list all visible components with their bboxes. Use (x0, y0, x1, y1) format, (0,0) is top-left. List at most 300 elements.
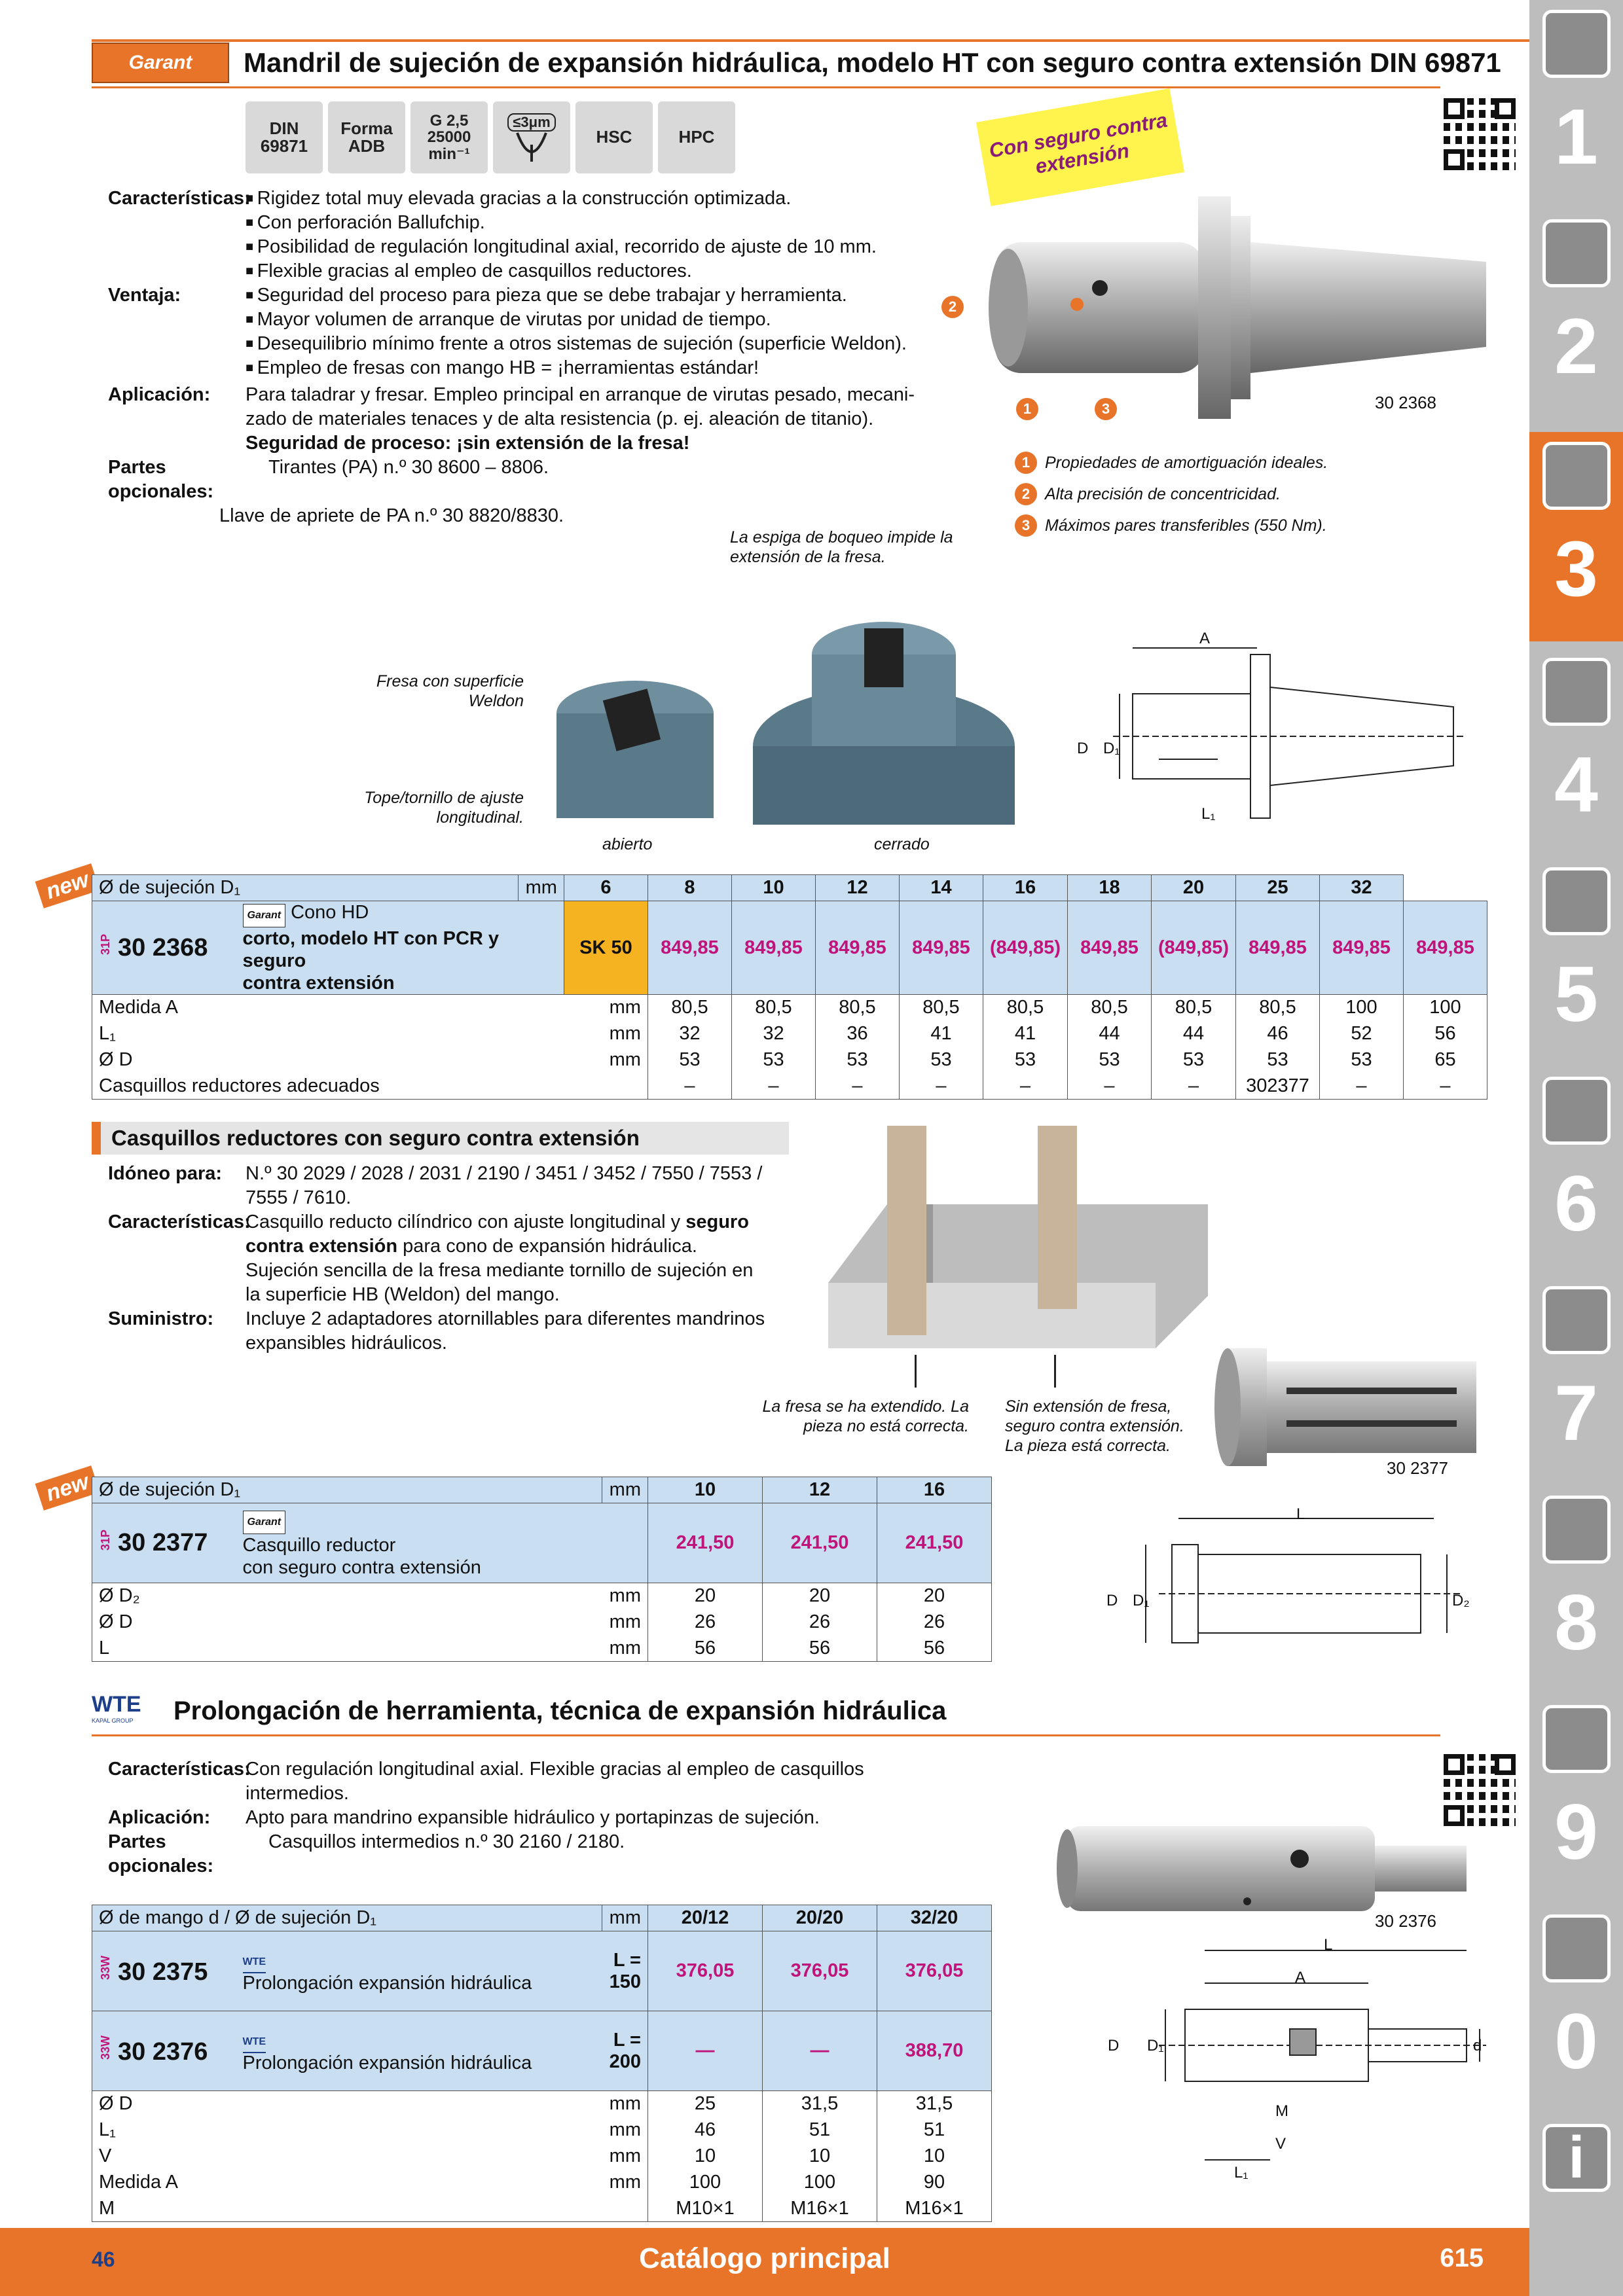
technical-drawing-2 (1106, 1505, 1486, 1676)
size-col: 32/20 (877, 1905, 992, 1931)
partes-line: Casquillos intermedios n.º 30 2160 / 2180. (268, 1831, 625, 1852)
carac-text: para cono de expansión hidráulica. (397, 1236, 697, 1257)
row-label: Ø D₂ (92, 1583, 602, 1609)
badge-balance: G 2,5 25000 min⁻¹ (410, 101, 488, 173)
cell: 80,5 (815, 995, 899, 1021)
cell: – (899, 1073, 983, 1100)
callout-text: Alta precisión de concentricidad. (1045, 484, 1281, 503)
info-icon (1542, 2124, 1611, 2192)
size-col: 20/12 (648, 1905, 763, 1931)
label-aplicacion: Aplicación: (108, 384, 211, 405)
row-unit: mm (602, 2091, 648, 2117)
vcode: 31P (99, 1529, 112, 1551)
article-row (92, 1931, 992, 2011)
garant-mini-logo: Garant (243, 1511, 286, 1534)
size-col: 20/20 (763, 1905, 877, 1931)
ventaja-item: ■ Desequilibrio mínimo frente a otros sistemas de sujeción (superficie Weldon). (246, 332, 959, 356)
dim-label-d2: D₂ (1452, 1592, 1470, 1609)
desc-line: Casquillo reductor (242, 1534, 396, 1556)
size-col: 25 (1236, 875, 1320, 901)
sidebar-tab-2[interactable] (1529, 209, 1623, 419)
technical-drawing-1 (1074, 628, 1480, 851)
callout-1 (1015, 452, 1328, 474)
article-number: 30 2368 (118, 933, 208, 961)
wte-logo-text: WTE (92, 1692, 141, 1717)
price: — (648, 2011, 763, 2091)
sidebar-tab-0[interactable] (1529, 1905, 1623, 2114)
cell: – (731, 1073, 815, 1100)
row-unit: mm (602, 2170, 648, 2196)
size-col: 16 (877, 1477, 992, 1503)
row-label: Ø D (92, 1609, 602, 1636)
callout-number: 2 (941, 296, 964, 318)
cell: M10×1 (648, 2196, 763, 2222)
label-suministro: Suministro: (108, 1308, 214, 1329)
desc-line: con seguro contra extensión (242, 1556, 481, 1578)
cell: 20 (763, 1583, 877, 1609)
article-row (92, 1503, 992, 1583)
aplicacion-bold: Seguridad de proceso: ¡sin extensión de la fresa! (246, 433, 690, 454)
cell: 25 (648, 2091, 763, 2117)
badge-hpc: HPC (658, 101, 735, 173)
insert-icon (1542, 219, 1611, 287)
safety-glasses-icon (1542, 1914, 1611, 1982)
row-label: L₁ (92, 2117, 602, 2144)
row-unit (602, 2196, 648, 2222)
size-col: 12 (815, 875, 899, 901)
section2-title: Casquillos reductores con seguro contra extensión (92, 1122, 789, 1155)
toolbox-icon (1542, 1496, 1611, 1564)
sidebar-tab-5[interactable] (1529, 857, 1623, 1067)
cell: – (647, 1073, 731, 1100)
header-label: Ø de mango d / Ø de sujeción D₁ (92, 1905, 602, 1931)
callout-text: Máximos pares transferibles (550 Nm). (1045, 516, 1327, 535)
cell: 46 (1236, 1021, 1320, 1047)
caption-fresa-weldon: Fresa con superficie Weldon (376, 672, 524, 710)
row-unit: mm (602, 2144, 648, 2170)
figure-number: 30 2368 (1375, 393, 1436, 412)
table-header-row (92, 1905, 992, 1931)
header-unit: mm (518, 875, 564, 901)
spec-badges (246, 101, 735, 173)
cell: 46 (648, 2117, 763, 2144)
desc-line: Prolongación expansión hidráulica (242, 2053, 532, 2073)
price: 388,70 (877, 2011, 992, 2091)
cell: 100 (648, 2170, 763, 2196)
garant-mini-logo: Garant (243, 904, 286, 927)
cell: 53 (1320, 1047, 1404, 1073)
badge-forma: Forma ADB (328, 101, 405, 173)
sk-size: SK 50 (564, 901, 647, 995)
cell: – (1067, 1073, 1151, 1100)
footer (0, 2228, 1529, 2296)
price: (849,85) (983, 901, 1067, 995)
price: 849,85 (647, 901, 731, 995)
section3-underline (92, 1734, 1440, 1736)
tab-number: 5 (1554, 950, 1598, 1038)
wte-mini-logo: WTE (243, 2032, 266, 2053)
extension-image (1054, 1820, 1473, 1918)
cell: 80,5 (1236, 995, 1320, 1021)
cell: 26 (877, 1609, 992, 1636)
figure-number: 30 2376 (1375, 1911, 1436, 1931)
size-col: 20 (1151, 875, 1235, 901)
table-row (92, 2091, 992, 2117)
row-label: L₁ (92, 1021, 564, 1047)
dim-label-d: D (1106, 1592, 1118, 1609)
tab-number: 4 (1554, 741, 1598, 829)
badge-runout (493, 101, 570, 173)
cell: M16×1 (763, 2196, 877, 2222)
article-number: 30 2376 (118, 2038, 208, 2066)
cell: 20 (648, 1583, 763, 1609)
article-desc (236, 1931, 602, 2011)
cell: 26 (648, 1609, 763, 1636)
dim-label-l: L (1324, 1936, 1333, 1954)
table-row (92, 2196, 992, 2222)
page-title: Mandril de sujeción de expansión hidráulica, modelo HT con seguro contra extensión DIN 69871 (244, 47, 1501, 78)
info-glyph: i (1568, 2125, 1585, 2191)
size-col: 10 (731, 875, 815, 901)
carac-item: ■ Con perforación Ballufchip. (246, 211, 959, 235)
cell: 65 (1404, 1047, 1487, 1073)
dim-label-v: V (1275, 2135, 1286, 2153)
dim-label-d: D (1077, 740, 1089, 757)
size-col: 16 (983, 875, 1067, 901)
callout-text: Propiedades de amortiguación ideales. (1045, 453, 1328, 472)
cell: 56 (763, 1636, 877, 1662)
vcode: 31P (99, 934, 112, 956)
sidebar-tab-7[interactable] (1529, 1276, 1623, 1486)
cell: 44 (1151, 1021, 1235, 1047)
row-unit: mm (564, 1047, 647, 1073)
table-row (92, 2117, 992, 2144)
anti-pullout-note: Con seguro contra extensión (976, 88, 1184, 206)
row-unit (564, 1073, 647, 1100)
partes-line: Tirantes (PA) n.º 30 8600 – 8806. (268, 457, 549, 478)
dim-label-d1: D₁ (1103, 740, 1120, 757)
aplicacion-line: zado de materiales tenaces y de alta resistencia (p. ej. aleación de titanio). (246, 408, 874, 429)
cell: 56 (648, 1636, 763, 1662)
cell: 80,5 (983, 995, 1067, 1021)
cell: 100 (1320, 995, 1404, 1021)
callout-number: 1 (1015, 452, 1037, 474)
cell: 80,5 (731, 995, 815, 1021)
dim-label-d: D (1108, 2037, 1120, 2054)
cell: 51 (763, 2117, 877, 2144)
cell: – (1320, 1073, 1404, 1100)
table-row (92, 1609, 992, 1636)
price: 376,05 (763, 1931, 877, 2011)
cell: 10 (877, 2144, 992, 2170)
wte-mini-logo: WTE (243, 1952, 266, 1973)
row-label: Ø D (92, 1047, 564, 1073)
article-number: 30 2375 (118, 1958, 208, 1986)
cell: 56 (877, 1636, 992, 1662)
dim-label-a: A (1199, 630, 1211, 647)
carac-text: Sujeción sencilla de la fresa mediante tornillo de sujeción en (246, 1260, 754, 1281)
cell: 10 (763, 2144, 877, 2170)
article-cell (92, 2011, 236, 2091)
cell: – (1404, 1073, 1487, 1100)
cell: 32 (647, 1021, 731, 1047)
cell: 53 (983, 1047, 1067, 1073)
cutter-comparison-image (828, 1126, 1208, 1388)
row-unit: mm (564, 1021, 647, 1047)
section2-description (108, 1162, 809, 1355)
cell: 80,5 (1151, 995, 1235, 1021)
garant-logo-text: Garant (128, 52, 192, 73)
header-underline (92, 86, 1440, 88)
tab-number: 9 (1554, 1788, 1598, 1876)
table-row (92, 1636, 992, 1662)
page-number-right: 615 (1440, 2244, 1484, 2272)
label-caracteristicas-2: Características: (108, 1211, 251, 1232)
tab-number: 6 (1554, 1160, 1598, 1247)
cell: 53 (1151, 1047, 1235, 1073)
header-label: Ø de sujeción D₁ (92, 1477, 602, 1503)
desc-line: Cono HD (291, 902, 369, 923)
cell: 80,5 (899, 995, 983, 1021)
cell: 44 (1067, 1021, 1151, 1047)
drill-icon (1542, 10, 1611, 78)
table-header-row (92, 1477, 992, 1503)
table-row (92, 1047, 1487, 1073)
vcode: 33W (99, 1955, 112, 1980)
carac-item: ■ Rigidez total muy elevada gracias a la construcción optimizada. (246, 187, 959, 211)
price: 849,85 (731, 901, 815, 995)
callout-number: 3 (1015, 514, 1037, 537)
price: 849,85 (1067, 901, 1151, 995)
row-label: L (92, 1636, 602, 1662)
carac-item: ■ Flexible gracias al empleo de casquillos reductores. (246, 259, 959, 283)
cell: 53 (899, 1047, 983, 1073)
tab-number: 1 (1554, 93, 1598, 181)
tab-number: 8 (1554, 1579, 1598, 1666)
size-col: 10 (648, 1477, 763, 1503)
section1-description (108, 187, 959, 528)
badge-din: DIN 69871 (246, 101, 323, 173)
table-row (92, 2144, 992, 2170)
table-row (92, 1021, 1487, 1047)
desc-line: corto, modelo HT con PCR y seguro (242, 928, 500, 971)
cell: 302377 (1236, 1073, 1320, 1100)
header-top-line (92, 39, 1532, 42)
label-idoneo: Idóneo para: (108, 1163, 223, 1184)
dim-label-small-d: d (1473, 2037, 1482, 2054)
callout-3 (1015, 514, 1327, 537)
desc-line: Prolongación expansión hidráulica (242, 1973, 532, 1994)
tab-number: 3 (1554, 525, 1598, 613)
article-cell (92, 901, 236, 995)
row-unit: mm (602, 2117, 648, 2144)
cell: 41 (983, 1021, 1067, 1047)
cell: 53 (731, 1047, 815, 1073)
sidebar-tab-9[interactable] (1529, 1695, 1623, 1905)
caption-espiga: La espiga de boqueo impide la extensión de la fresa. (730, 528, 953, 566)
price: 241,50 (648, 1503, 763, 1583)
badge-hsc: HSC (575, 101, 653, 173)
page-number-left: 46 (92, 2248, 115, 2271)
callout-number: 3 (1095, 398, 1117, 420)
footer-title: Catálogo principal (639, 2242, 890, 2274)
cell: – (815, 1073, 899, 1100)
callout-marker-1 (1016, 398, 1046, 420)
header-label: Ø de sujeción D₁ (92, 875, 519, 901)
price: 376,05 (648, 1931, 763, 2011)
ventaja-item: ■ Empleo de fresas con mango HB = ¡herramientas estándar! (246, 356, 959, 380)
sidebar-tab-4[interactable] (1529, 648, 1623, 857)
carac-bold: contra extensión (246, 1236, 398, 1257)
cell: 32 (731, 1021, 815, 1047)
article-cell (92, 1931, 236, 2011)
idoneo-line: 7555 / 7610. (246, 1187, 352, 1208)
length: L = 150 (602, 1931, 648, 2011)
article-desc (236, 1503, 648, 1583)
caption-cerrado: cerrado (874, 835, 930, 853)
row-label: Medida A (92, 995, 564, 1021)
size-col: 8 (647, 875, 731, 901)
table-302375-302376 (92, 1905, 992, 2222)
price: 241,50 (877, 1503, 992, 1583)
cell: 36 (815, 1021, 899, 1047)
runout-text: ≤3μm (507, 113, 555, 131)
caliper-icon (1542, 658, 1611, 726)
row-label: M (92, 2196, 602, 2222)
table-row (92, 2170, 992, 2196)
caption-extendido: La fresa se ha extendido. La pieza no está correcta. (762, 1397, 969, 1435)
sidebar-tab-8[interactable] (1529, 1486, 1623, 1695)
chuck-open-image (543, 668, 727, 825)
caption-tope: Tope/tornillo de ajuste longitudinal. (364, 789, 524, 827)
carac-line: intermedios. (246, 1783, 349, 1804)
sidebar-tab-1[interactable] (1529, 0, 1623, 209)
cell: 41 (899, 1021, 983, 1047)
dim-label-l1: L₁ (1234, 2164, 1249, 2181)
qr-code-bottom (1444, 1754, 1516, 1826)
dim-label-d1: D₁ (1133, 1592, 1150, 1609)
cell: 100 (1404, 995, 1487, 1021)
dim-label-m: M (1275, 2102, 1288, 2120)
chuck-icon (1542, 442, 1611, 510)
price: 849,85 (1236, 901, 1320, 995)
suministro-line: expansibles hidráulicos. (246, 1333, 447, 1354)
article-cell (92, 1503, 236, 1583)
size-col: 14 (899, 875, 983, 901)
cell: 26 (763, 1609, 877, 1636)
desc-line: contra extensión (242, 973, 395, 994)
label-caracteristicas: Características: (108, 188, 251, 209)
arrow-no-extension (1054, 1355, 1056, 1388)
section3-title: Prolongación de herramienta, técnica de expansión hidráulica (173, 1696, 947, 1725)
cell: 52 (1320, 1021, 1404, 1047)
row-label: Ø D (92, 2091, 602, 2117)
header (92, 43, 1501, 83)
label-partes-3: Partes opcionales: (108, 1831, 214, 1876)
cell: – (983, 1073, 1067, 1100)
article-row (92, 901, 1487, 995)
cell: 31,5 (877, 2091, 992, 2117)
cell: – (1151, 1073, 1235, 1100)
price: (849,85) (1151, 901, 1235, 995)
cell: 31,5 (763, 2091, 877, 2117)
idoneo-line: N.º 30 2029 / 2028 / 2031 / 2190 / 3451 / 3452 / 7550 / 7553 / (246, 1163, 763, 1184)
suministro-line: Incluye 2 adaptadores atornillables para diferentes mandrinos (246, 1308, 765, 1329)
article-number: 30 2377 (118, 1529, 208, 1556)
price: 849,85 (815, 901, 899, 995)
cell: 20 (877, 1583, 992, 1609)
new-badge: new (35, 863, 100, 908)
table-302377 (92, 1477, 992, 1662)
article-row (92, 2011, 992, 2091)
vcode: 33W (99, 2035, 112, 2060)
dim-label-a: A (1295, 1969, 1306, 1986)
aplicacion-line: Para taladrar y fresar. Empleo principal en arranque de virutas pesado, mecani- (246, 384, 915, 405)
length: L = 200 (602, 2011, 648, 2091)
qr-code-top (1444, 98, 1516, 170)
row-label: Casquillos reductores adecuados (92, 1073, 564, 1100)
ventaja-item: ■ Mayor volumen de arranque de virutas por unidad de tiempo. (246, 308, 959, 332)
cell: 80,5 (647, 995, 731, 1021)
article-desc (236, 2011, 602, 2091)
size-col: 12 (763, 1477, 877, 1503)
caption-sin-extension: Sin extensión de fresa, seguro contra extensión. La pieza está correcta. (1005, 1397, 1184, 1455)
table-302368 (92, 874, 1487, 1100)
tab-number: 0 (1554, 1998, 1598, 2085)
cell: 90 (877, 2170, 992, 2196)
cell: 53 (815, 1047, 899, 1073)
sidebar-tab-3[interactable] (1529, 432, 1623, 641)
runout-icon (512, 132, 551, 162)
header-unit: mm (602, 1477, 648, 1503)
aplicacion-line: Apto para mandrino expansible hidráulico y portapinzas de sujeción. (246, 1807, 820, 1828)
carac-bold: seguro (685, 1211, 749, 1232)
ventaja-item: ■ Seguridad del proceso para pieza que se debe trabajar y herramienta. (246, 283, 959, 308)
sidebar-tab-info[interactable] (1529, 2114, 1623, 2225)
cell: 53 (1236, 1047, 1320, 1073)
cell: 53 (647, 1047, 731, 1073)
callout-number: 2 (1015, 483, 1037, 505)
row-unit: mm (602, 1609, 648, 1636)
row-label: Medida A (92, 2170, 602, 2196)
callout-marker-2 (941, 296, 972, 318)
carac-text: Casquillo reducto cilíndrico con ajuste longitudinal y (246, 1211, 686, 1232)
arrow-extended (915, 1355, 917, 1388)
sidebar-tab-6[interactable] (1529, 1067, 1623, 1276)
chuck-closed-image (746, 589, 1021, 825)
carac-line: Con regulación longitudinal axial. Flexible gracias al empleo de casquillos (246, 1759, 864, 1780)
cell: 100 (763, 2170, 877, 2196)
dim-label-d1: D₁ (1147, 2037, 1164, 2054)
cell: 53 (1067, 1047, 1151, 1073)
cell: 51 (877, 2117, 992, 2144)
header-unit: mm (602, 1905, 648, 1931)
caption-abierto: abierto (602, 835, 653, 853)
table-header-row (92, 875, 1487, 901)
saw-blade-icon (1542, 867, 1611, 935)
sleeve-image (1201, 1335, 1483, 1466)
table-row (92, 1583, 992, 1609)
price: 849,85 (1404, 901, 1487, 995)
callout-marker-3 (1095, 398, 1125, 420)
label-ventaja: Ventaja: (108, 285, 181, 306)
cell: 80,5 (1067, 995, 1151, 1021)
new-badge: new (35, 1465, 100, 1511)
price: 849,85 (899, 901, 983, 995)
table-row (92, 1073, 1487, 1100)
tab-number: 7 (1554, 1369, 1598, 1457)
article-desc (236, 901, 564, 995)
